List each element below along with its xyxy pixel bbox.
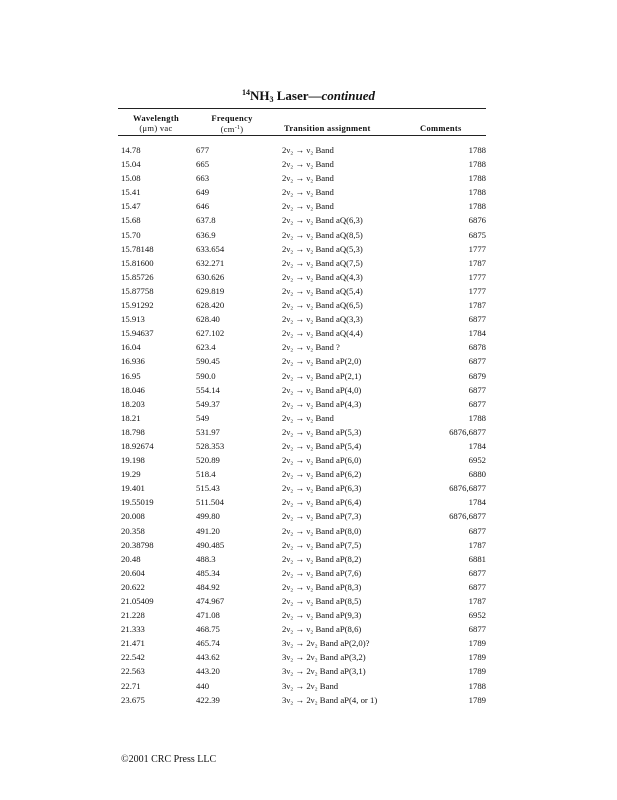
transition-cell: 2ν₂ → ν₂ Band aQ(7,5) xyxy=(282,257,363,268)
comments-cell: 6952 xyxy=(468,455,486,466)
comments-cell: 1789 xyxy=(468,652,486,663)
table-row xyxy=(0,681,617,695)
frequency-cell: 663 xyxy=(196,173,210,184)
table-row xyxy=(0,230,617,244)
wavelength-cell: 15.78148 xyxy=(121,243,154,254)
frequency-unit-prefix: (cm xyxy=(220,124,235,134)
transition-cell: 2ν₂ → ν₂ Band aQ(6,5) xyxy=(282,300,363,311)
wavelength-cell: 15.85726 xyxy=(121,271,154,282)
comments-cell: 6877 xyxy=(468,624,486,635)
transition-cell: 2ν₂ → ν₂ Band xyxy=(282,159,334,170)
wavelength-cell: 15.47 xyxy=(121,201,141,212)
table-row xyxy=(0,497,617,511)
comments-cell: 6878 xyxy=(468,342,486,353)
transition-cell: 2ν₂ → ν₂ Band aQ(5,3) xyxy=(282,243,363,254)
transition-cell: 2ν₂ → ν₂ Band aP(7,6) xyxy=(282,567,362,578)
header-wavelength-label: Wavelength xyxy=(133,113,179,123)
transition-cell: 2ν₂ → ν₂ Band aP(8,2) xyxy=(282,553,362,564)
wavelength-cell: 15.70 xyxy=(121,229,141,240)
title-subscript: 3 xyxy=(269,95,274,104)
comments-cell: 6877 xyxy=(468,384,486,395)
table-row xyxy=(0,568,617,582)
comments-cell: 6879 xyxy=(468,370,486,381)
frequency-unit-suffix: ) xyxy=(240,124,244,134)
transition-cell: 2ν₂ → ν₂ Band aP(8,3) xyxy=(282,581,362,592)
comments-cell: 1787 xyxy=(468,257,486,268)
table-row xyxy=(0,145,617,159)
transition-cell: 2ν₂ → ν₂ Band aP(6,3) xyxy=(282,483,362,494)
comments-cell: 1777 xyxy=(468,271,486,282)
wavelength-cell: 18.798 xyxy=(121,426,145,437)
wavelength-cell: 19.198 xyxy=(121,455,145,466)
transition-cell: 2ν₂ → ν₂ Band aP(7,5) xyxy=(282,539,362,550)
table-row xyxy=(0,624,617,638)
transition-cell: 2ν₂ → ν₂ Band aP(5,4) xyxy=(282,440,362,451)
comments-cell: 1784 xyxy=(468,497,486,508)
comments-cell: 1789 xyxy=(468,694,486,705)
frequency-cell: 422.39 xyxy=(196,694,220,705)
frequency-cell: 491.20 xyxy=(196,525,220,536)
wavelength-cell: 19.29 xyxy=(121,469,141,480)
transition-cell: 2ν₂ → ν₂ Band aP(6,4) xyxy=(282,497,362,508)
table-row xyxy=(0,427,617,441)
table-row xyxy=(0,300,617,314)
comments-cell: 6877 xyxy=(468,581,486,592)
frequency-cell: 590.45 xyxy=(196,356,220,367)
comments-cell: 6877 xyxy=(468,314,486,325)
wavelength-cell: 23.675 xyxy=(121,694,145,705)
frequency-cell: 649 xyxy=(196,187,210,198)
comments-cell: 1787 xyxy=(468,300,486,311)
wavelength-cell: 20.38798 xyxy=(121,539,154,550)
frequency-cell: 627.102 xyxy=(196,328,225,339)
transition-cell: 2ν₂ → ν₂ Band aP(8,6) xyxy=(282,624,362,635)
frequency-cell: 632.271 xyxy=(196,257,225,268)
transition-cell: 2ν₂ → ν₂ Band aQ(4,4) xyxy=(282,328,363,339)
transition-cell: 2ν₂ → ν₂ Band aQ(5,4) xyxy=(282,285,363,296)
table-row xyxy=(0,469,617,483)
comments-cell: 6876,6877 xyxy=(449,511,486,522)
frequency-cell: 465.74 xyxy=(196,638,220,649)
frequency-cell: 490.485 xyxy=(196,539,225,550)
wavelength-cell: 22.542 xyxy=(121,652,145,663)
table-row xyxy=(0,455,617,469)
wavelength-cell: 18.046 xyxy=(121,384,145,395)
frequency-cell: 531.97 xyxy=(196,426,220,437)
wavelength-cell: 15.08 xyxy=(121,173,141,184)
frequency-cell: 590.0 xyxy=(196,370,216,381)
header-wavelength xyxy=(126,113,186,133)
comments-cell: 1787 xyxy=(468,539,486,550)
table-row xyxy=(0,356,617,370)
header-frequency xyxy=(206,113,258,134)
table-row xyxy=(0,173,617,187)
wavelength-cell: 14.78 xyxy=(121,145,141,155)
frequency-cell: 629.819 xyxy=(196,285,225,296)
frequency-cell: 554.14 xyxy=(196,384,220,395)
comments-cell: 6876,6877 xyxy=(449,483,486,494)
table-row xyxy=(0,215,617,229)
frequency-cell: 485.34 xyxy=(196,567,220,578)
frequency-cell: 468.75 xyxy=(196,624,220,635)
transition-cell: 2ν₂ → ν₂ Band aP(4,0) xyxy=(282,384,362,395)
frequency-cell: 515.43 xyxy=(196,483,220,494)
wavelength-cell: 21.471 xyxy=(121,638,145,649)
table-row xyxy=(0,413,617,427)
wavelength-cell: 18.203 xyxy=(121,398,145,409)
table-row xyxy=(0,610,617,624)
wavelength-cell: 22.563 xyxy=(121,666,145,677)
wavelength-cell: 20.604 xyxy=(121,567,145,578)
transition-cell: 2ν₂ → ν₂ Band xyxy=(282,173,334,184)
table-body xyxy=(0,145,617,709)
frequency-cell: 637.8 xyxy=(196,215,216,226)
header-frequency-unit xyxy=(206,123,258,134)
wavelength-cell: 20.008 xyxy=(121,511,145,522)
transition-cell: 2ν₂ → ν₂ Band xyxy=(282,412,334,423)
transition-cell: 3ν₂ → 2ν₂ Band aP(2,0)? xyxy=(282,638,370,649)
table-row xyxy=(0,554,617,568)
frequency-cell: 518.4 xyxy=(196,469,216,480)
wavelength-cell: 20.48 xyxy=(121,553,141,564)
frequency-cell: 471.08 xyxy=(196,610,220,621)
comments-cell: 1777 xyxy=(468,285,486,296)
comments-cell: 6877 xyxy=(468,356,486,367)
comments-cell: 1788 xyxy=(468,145,486,155)
comments-cell: 6952 xyxy=(468,610,486,621)
table-row xyxy=(0,526,617,540)
frequency-cell: 623.4 xyxy=(196,342,216,353)
table-row xyxy=(0,666,617,680)
table-row xyxy=(0,695,617,709)
frequency-cell: 443.62 xyxy=(196,652,220,663)
wavelength-cell: 15.91292 xyxy=(121,300,154,311)
table-top-rule xyxy=(118,108,486,109)
transition-cell: 2ν₂ → ν₂ Band aP(2,1) xyxy=(282,370,362,381)
title-laser: Laser— xyxy=(273,88,322,103)
frequency-cell: 474.967 xyxy=(196,596,225,606)
wavelength-cell: 15.41 xyxy=(121,187,141,198)
table-row xyxy=(0,159,617,173)
header-wavelength-unit: (μm) vac xyxy=(139,123,173,133)
frequency-cell: 511.504 xyxy=(196,497,224,508)
table-row xyxy=(0,342,617,356)
comments-cell: 6877 xyxy=(468,525,486,536)
frequency-cell: 636.9 xyxy=(196,229,216,240)
comments-cell: 1788 xyxy=(468,412,486,423)
transition-cell: 2ν₂ → ν₂ Band aQ(3,3) xyxy=(282,314,363,325)
table-row xyxy=(0,201,617,215)
wavelength-cell: 16.95 xyxy=(121,370,141,381)
header-transition: Transition assignment xyxy=(284,123,371,133)
frequency-cell: 528.353 xyxy=(196,440,225,451)
wavelength-cell: 21.333 xyxy=(121,624,145,635)
transition-cell: 3ν₂ → 2ν₂ Band aP(3,1) xyxy=(282,666,366,677)
comments-cell: 1788 xyxy=(468,173,486,184)
frequency-cell: 677 xyxy=(196,145,210,155)
transition-cell: 2ν₂ → ν₂ Band aP(2,0) xyxy=(282,356,362,367)
table-row xyxy=(0,652,617,666)
frequency-cell: 628.420 xyxy=(196,300,225,311)
frequency-cell: 484.92 xyxy=(196,581,220,592)
frequency-cell: 488.3 xyxy=(196,553,216,564)
transition-cell: 2ν₂ → ν₂ Band aP(9,3) xyxy=(282,610,362,621)
wavelength-cell: 20.358 xyxy=(121,525,145,536)
frequency-cell: 549.37 xyxy=(196,398,220,409)
wavelength-cell: 16.04 xyxy=(121,342,141,353)
copyright-footer: ©2001 CRC Press LLC xyxy=(121,754,217,765)
comments-cell: 6875 xyxy=(468,229,486,240)
wavelength-cell: 21.228 xyxy=(121,610,145,621)
table-row xyxy=(0,385,617,399)
comments-cell: 1784 xyxy=(468,328,486,339)
wavelength-cell: 19.401 xyxy=(121,483,145,494)
wavelength-cell: 18.92674 xyxy=(121,440,154,451)
comments-cell: 1788 xyxy=(468,159,486,170)
comments-cell: 6880 xyxy=(468,469,486,480)
table-row xyxy=(0,582,617,596)
title-continued: continued xyxy=(321,88,375,103)
comments-cell: 6877 xyxy=(468,398,486,409)
frequency-cell: 520.89 xyxy=(196,455,220,466)
transition-cell: 3ν₂ → 2ν₂ Band aP(4, or 1) xyxy=(282,694,378,705)
comments-cell: 1788 xyxy=(468,201,486,212)
wavelength-cell: 15.68 xyxy=(121,215,141,226)
transition-cell: 2ν₂ → ν₂ Band ? xyxy=(282,342,340,353)
frequency-unit-exponent: -1 xyxy=(234,125,241,131)
wavelength-cell: 18.21 xyxy=(121,412,141,423)
comments-cell: 1789 xyxy=(468,638,486,649)
comments-cell: 1777 xyxy=(468,243,486,254)
transition-cell: 2ν₂ → ν₂ Band aP(6,0) xyxy=(282,455,362,466)
wavelength-cell: 15.81600 xyxy=(121,257,154,268)
table-row xyxy=(0,371,617,385)
transition-cell: 2ν₂ → ν₂ Band aP(4,3) xyxy=(282,398,362,409)
table-row xyxy=(0,441,617,455)
comments-cell: 1788 xyxy=(468,680,486,691)
transition-cell: 2ν₂ → ν₂ Band aP(7,3) xyxy=(282,511,362,522)
wavelength-cell: 22.71 xyxy=(121,680,141,691)
title-isotope: 14 xyxy=(242,88,250,97)
transition-cell: 2ν₂ → ν₂ Band aP(8,5) xyxy=(282,596,362,606)
comments-cell: 6876,6877 xyxy=(449,426,486,437)
frequency-cell: 630.626 xyxy=(196,271,225,282)
table-row xyxy=(0,399,617,413)
frequency-cell: 443.20 xyxy=(196,666,220,677)
wavelength-cell: 21.05409 xyxy=(121,596,154,606)
table-row xyxy=(0,483,617,497)
transition-cell: 2ν₂ → ν₂ Band aP(6,2) xyxy=(282,469,362,480)
title-molecule: NH xyxy=(250,88,270,103)
page-title xyxy=(0,88,617,104)
frequency-cell: 633.654 xyxy=(196,243,225,254)
transition-cell: 2ν₂ → ν₂ Band xyxy=(282,145,334,155)
transition-cell: 2ν₂ → ν₂ Band xyxy=(282,187,334,198)
comments-cell: 6877 xyxy=(468,567,486,578)
transition-cell: 2ν₂ → ν₂ Band xyxy=(282,201,334,212)
frequency-cell: 628.40 xyxy=(196,314,220,325)
table-row xyxy=(0,511,617,525)
transition-cell: 2ν₂ → ν₂ Band aQ(4,3) xyxy=(282,271,363,282)
header-bottom-rule xyxy=(118,135,486,136)
wavelength-cell: 15.94637 xyxy=(121,328,154,339)
frequency-cell: 499.80 xyxy=(196,511,220,522)
frequency-cell: 646 xyxy=(196,201,210,212)
table-row xyxy=(0,187,617,201)
comments-cell: 6881 xyxy=(468,553,486,564)
table-row xyxy=(0,540,617,554)
transition-cell: 2ν₂ → ν₂ Band aP(8,0) xyxy=(282,525,362,536)
table-row xyxy=(0,314,617,328)
wavelength-cell: 20.622 xyxy=(121,581,145,592)
frequency-cell: 440 xyxy=(196,680,210,691)
table-row xyxy=(0,272,617,286)
transition-cell: 2ν₂ → ν₂ Band aP(5,3) xyxy=(282,426,362,437)
transition-cell: 2ν₂ → ν₂ Band aQ(6,3) xyxy=(282,215,363,226)
wavelength-cell: 19.55019 xyxy=(121,497,154,508)
wavelength-cell: 16.936 xyxy=(121,356,145,367)
comments-cell: 1789 xyxy=(468,666,486,677)
table-row xyxy=(0,258,617,272)
wavelength-cell: 15.04 xyxy=(121,159,141,170)
table-row xyxy=(0,244,617,258)
transition-cell: 3ν₂ → 2ν₂ Band xyxy=(282,680,339,691)
comments-cell: 1787 xyxy=(468,596,486,606)
table-row xyxy=(0,638,617,652)
transition-cell: 2ν₂ → ν₂ Band aQ(8,5) xyxy=(282,229,363,240)
frequency-cell: 665 xyxy=(196,159,210,170)
table-row xyxy=(0,286,617,300)
header-comments: Comments xyxy=(420,123,462,133)
comments-cell: 1784 xyxy=(468,440,486,451)
table-row xyxy=(0,596,617,610)
wavelength-cell: 15.913 xyxy=(121,314,145,325)
header-frequency-label: Frequency xyxy=(211,113,253,123)
comments-cell: 1788 xyxy=(468,187,486,198)
transition-cell: 3ν₂ → 2ν₂ Band aP(3,2) xyxy=(282,652,366,663)
wavelength-cell: 15.87758 xyxy=(121,285,154,296)
comments-cell: 6876 xyxy=(468,215,486,226)
frequency-cell: 549 xyxy=(196,412,210,423)
table-row xyxy=(0,328,617,342)
